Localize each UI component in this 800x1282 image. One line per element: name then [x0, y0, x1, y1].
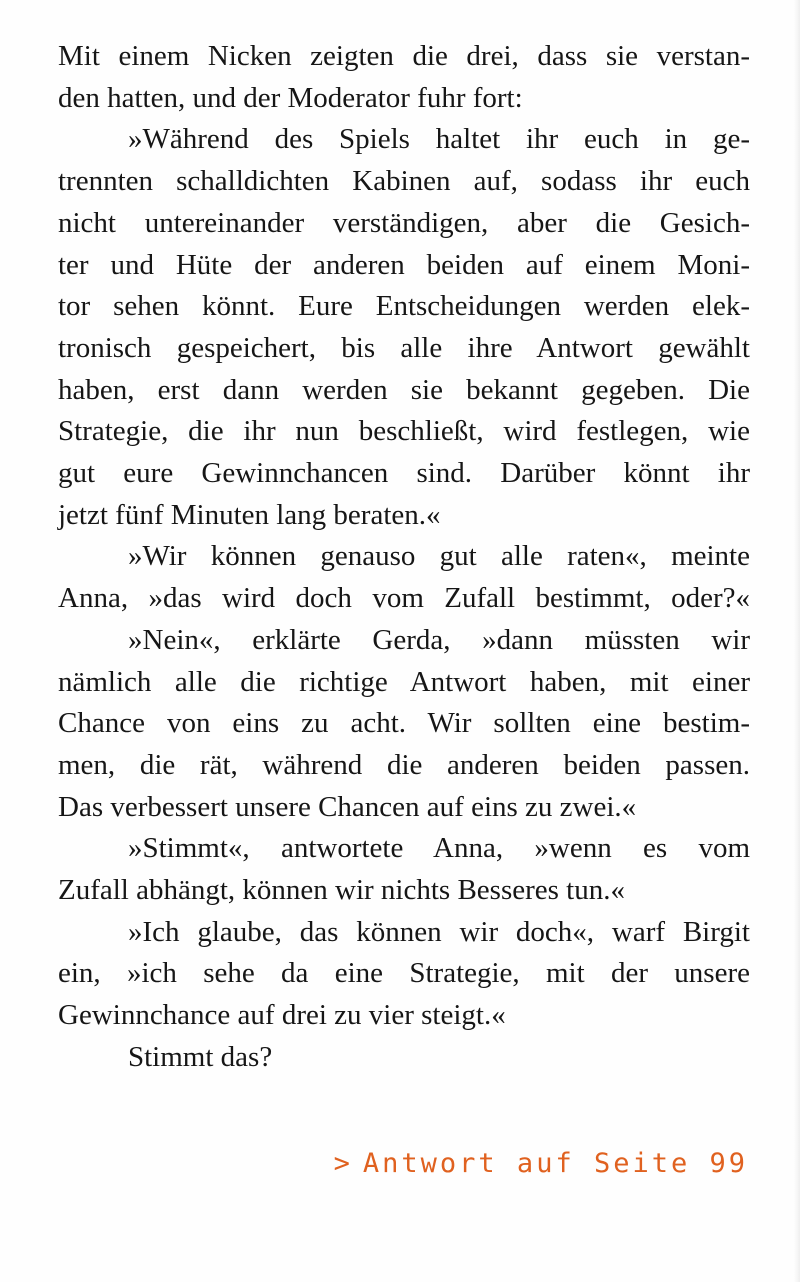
text-line: »Stimmt«, antwortete Anna, »wenn es vom	[128, 832, 750, 865]
paragraph-birgit	[58, 912, 750, 1037]
text-line: Zufall abhängt, können wir nichts Besseres tun.«	[58, 874, 625, 907]
text-line: tor sehen könnt. Eure Entscheidungen werden elek-	[58, 290, 750, 323]
answer-reference-text: Antwort auf Seite 99	[362, 1148, 748, 1179]
text-line: men, die rät, während die anderen beiden passen.	[58, 748, 750, 781]
text-line: »Ich glaube, das können wir doch«, warf Birgit	[128, 915, 750, 948]
paragraph-question	[58, 1037, 750, 1079]
paragraph-anna-1	[58, 536, 750, 619]
text-line: »Nein«, erklärte Gerda, »dann müssten wir	[128, 623, 750, 656]
text-line: Anna, »das wird doch vom Zufall bestimmt, oder?«	[58, 582, 750, 615]
text-line: gut eure Gewinnchancen sind. Darüber könnt ihr	[58, 457, 750, 490]
text-line: ter und Hüte der anderen beiden auf einem Moni-	[58, 248, 750, 281]
text-line: Chance von eins zu acht. Wir sollten eine bestim-	[58, 707, 750, 740]
question-line: Stimmt das?	[128, 1040, 273, 1073]
paragraph-anna-2	[58, 828, 750, 911]
answer-reference	[334, 1148, 748, 1179]
paragraph-intro	[58, 36, 750, 119]
text-line: haben, erst dann werden sie bekannt gegeben. Die	[58, 373, 750, 406]
paragraph-gerda	[58, 620, 750, 829]
text-line: Strategie, die ihr nun beschließt, wird festlegen, wie	[58, 415, 750, 448]
text-line: nicht untereinander verständigen, aber die Gesich-	[58, 206, 750, 239]
text-line: jetzt fünf Minuten lang beraten.«	[58, 498, 441, 531]
text-line: nämlich alle die richtige Antwort haben, mit einer	[58, 665, 750, 698]
text-line: Das verbessert unsere Chancen auf eins zu zwei.«	[58, 790, 637, 823]
text-line: »Wir können genauso gut alle raten«, meinte	[128, 540, 750, 573]
text-line: trennten schalldichten Kabinen auf, sodass ihr euch	[58, 165, 750, 198]
chevron-right-icon: >	[333, 1148, 353, 1179]
paragraph-moderator	[58, 119, 750, 536]
text-line: ein, »ich sehe da eine Strategie, mit der unsere	[58, 957, 750, 990]
text-line: tronisch gespeichert, bis alle ihre Antwort gewählt	[58, 331, 750, 364]
page-edge-shadow	[794, 0, 800, 1282]
text-line: Mit einem Nicken zeigten die drei, dass sie verstan-	[58, 40, 750, 72]
text-line: »Während des Spiels haltet ihr euch in ge-	[128, 123, 750, 156]
text-line: Gewinnchance auf drei zu vier steigt.«	[58, 999, 506, 1032]
story-text	[58, 36, 750, 1079]
text-line: den hatten, und der Moderator fuhr fort:	[58, 81, 523, 114]
